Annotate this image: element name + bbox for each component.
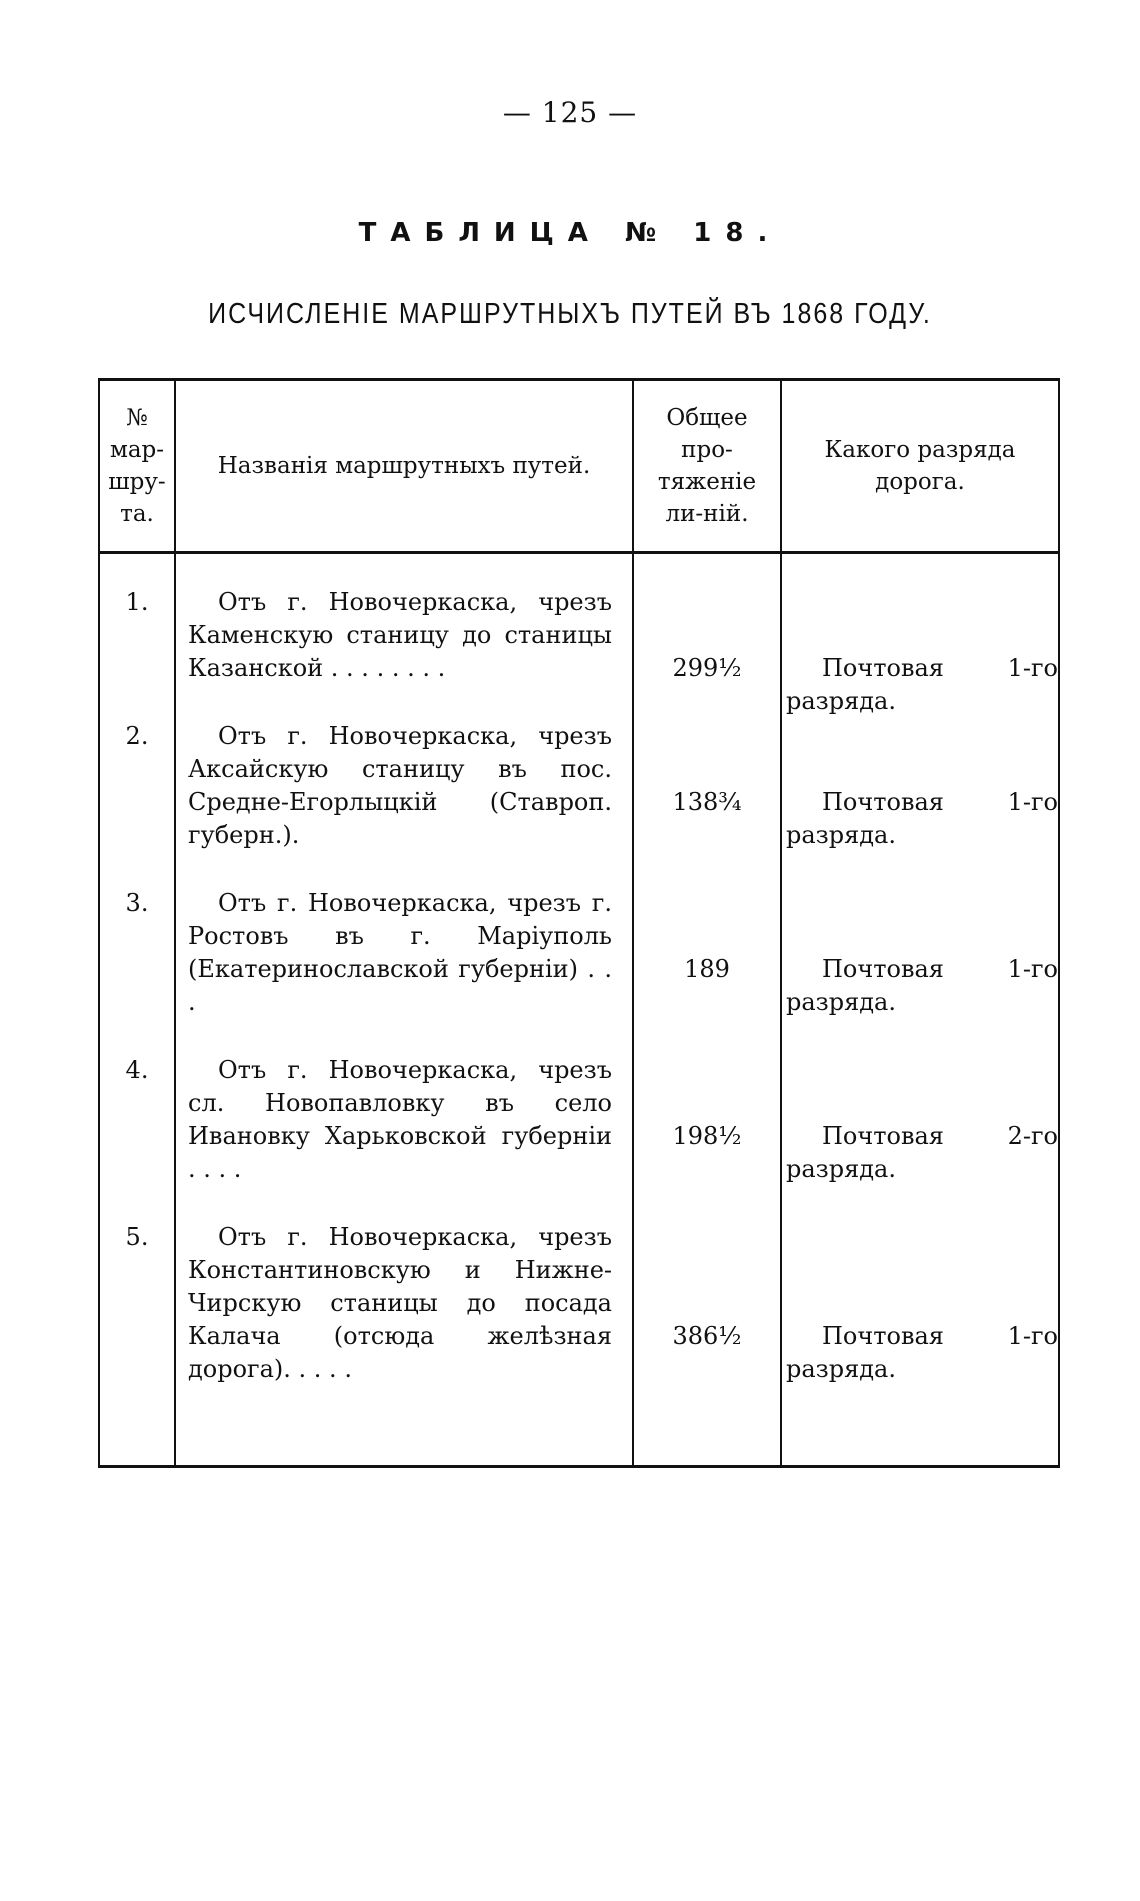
header-total-length: Общее про-тяженіе ли-ній.	[633, 380, 781, 553]
table-row	[99, 553, 1059, 721]
table-subtitle: ИСЧИСЛЕНІЕ МАРШРУТНЫХЪ ПУТЕЙ ВЪ 1868 ГОДУ.	[208, 297, 932, 331]
table-row	[99, 1054, 1059, 1221]
route-number: 3.	[125, 889, 149, 917]
route-category: Почтовая 1-го разряда.	[786, 654, 1058, 715]
route-number: 5.	[125, 1223, 149, 1251]
header-road-category: Какого разряда дорога.	[781, 380, 1059, 553]
table-header-row	[99, 380, 1059, 553]
route-length: 299½	[672, 654, 742, 682]
routes-table	[98, 378, 1060, 1468]
route-name: Отъ г. Новочеркаска, чрезъ сл. Новопавловку въ село Ивановку Харьковской губерніи . . . .	[188, 1056, 612, 1183]
route-length: 138¾	[672, 788, 742, 816]
route-length: 189	[684, 955, 730, 983]
route-category: Почтовая 2-го разряда.	[786, 1122, 1058, 1183]
route-name: Отъ г. Новочеркаска, чрезъ г. Ростовъ въ г. Маріуполь (Екатеринославской губерніи) . . .	[188, 889, 612, 1016]
table-row	[99, 720, 1059, 887]
route-length: 198½	[672, 1122, 742, 1150]
header-route-number: № мар-шру-та.	[99, 380, 175, 553]
route-name: Отъ г. Новочеркаска, чрезъ Каменскую станицу до станицы Казанской . . . . . . . .	[188, 588, 612, 682]
route-category: Почтовая 1-го разряда.	[786, 955, 1058, 1016]
route-category: Почтовая 1-го разряда.	[786, 788, 1058, 849]
route-name: Отъ г. Новочеркаска, чрезъ Константиновскую и Нижне-Чирскую станицы до посада Калача (отсюда желѣзная дорога). . . . .	[188, 1223, 612, 1383]
table-row	[99, 1221, 1059, 1467]
route-number: 2.	[125, 722, 149, 750]
route-number: 1.	[125, 588, 149, 616]
route-name: Отъ г. Новочеркаска, чрезъ Аксайскую станицу въ пос. Средне-Егорлыцкій (Ставроп. губерн.).	[188, 722, 612, 849]
route-category: Почтовая 1-го разряда.	[786, 1322, 1058, 1383]
route-length: 386½	[672, 1322, 742, 1350]
route-number: 4.	[125, 1056, 149, 1084]
page-number: — 125 —	[502, 96, 638, 129]
header-route-name: Названія маршрутныхъ путей.	[175, 380, 633, 553]
table-row	[99, 887, 1059, 1054]
table-title: ТАБЛИЦА № 18.	[358, 218, 782, 248]
